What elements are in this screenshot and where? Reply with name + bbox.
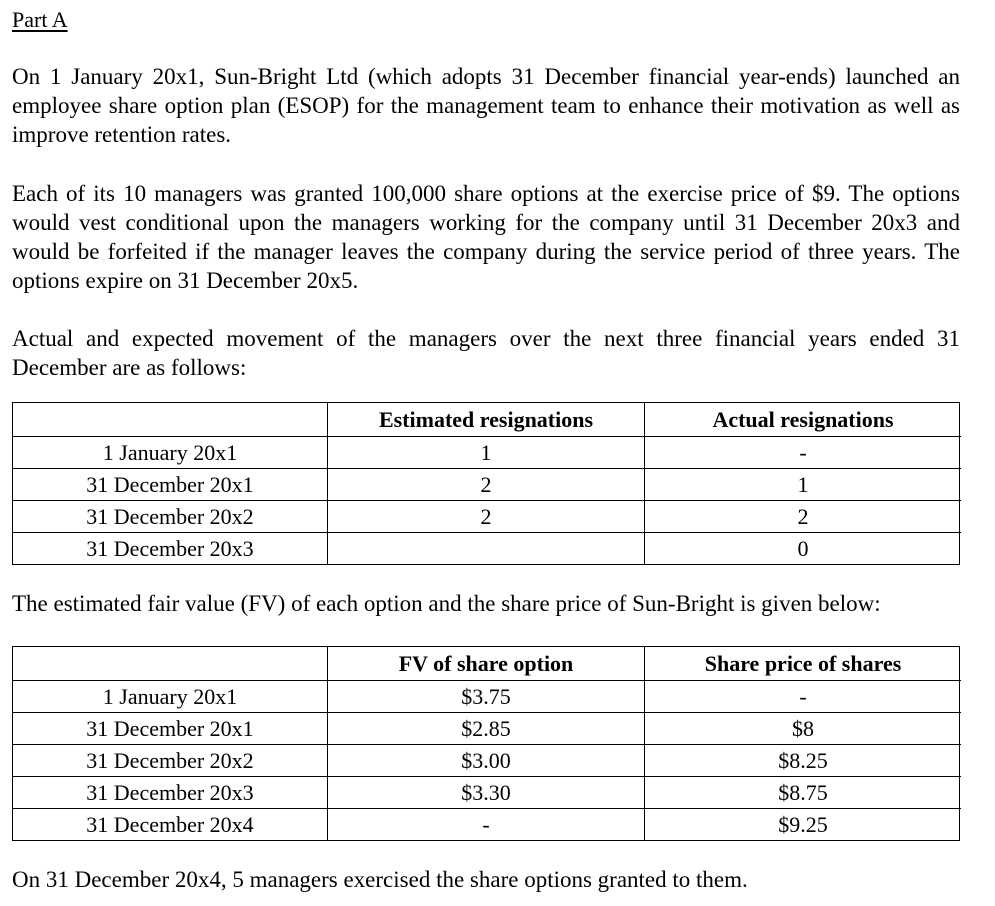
fair-value-header-option: FV of share option: [328, 647, 645, 681]
table-row: [13, 745, 961, 777]
date-cell: 31 December 20x3: [13, 533, 328, 565]
actual-cell: 0: [797, 535, 809, 561]
fair-value-table-frame: [12, 646, 960, 841]
resignations-header-date: [13, 403, 328, 437]
fair-value-header-share-price: Share price of shares: [645, 647, 962, 681]
option-fv-cell: -: [328, 809, 645, 841]
date-cell: 31 December 20x2: [13, 745, 328, 777]
table-row: [13, 469, 961, 501]
share-price-cell: $9.25: [778, 811, 828, 837]
fair-value-header-row: [13, 647, 961, 681]
share-price-cell: -: [645, 681, 962, 713]
fair-value-table: [13, 647, 961, 840]
fair-value-header-date: [13, 647, 328, 681]
resignations-header-row: [13, 403, 961, 437]
date-cell: 31 December 20x3: [13, 777, 328, 809]
actual-cell: 2: [645, 501, 962, 533]
date-cell: 31 December 20x1: [13, 713, 328, 745]
resignations-header-actual: Actual resignations: [645, 403, 962, 437]
date-cell: 1 January 20x1: [13, 437, 328, 469]
table-row: [13, 809, 961, 841]
date-cell: 31 December 20x4: [13, 809, 328, 841]
exercise-paragraph: On 31 December 20x4, 5 managers exercised the share options granted to them.: [12, 867, 748, 892]
estimated-cell: 2: [328, 469, 645, 501]
table-row: [13, 777, 961, 809]
table-row: [13, 713, 961, 745]
actual-cell: -: [645, 437, 962, 469]
date-cell: 31 December 20x2: [13, 501, 328, 533]
share-price-cell: $8.25: [645, 745, 962, 777]
movement-paragraph: Actual and expected movement of the managers over the next three financial years ended 31 December are as follows:: [12, 326, 960, 380]
date-cell: 1 January 20x1: [13, 681, 328, 713]
table-row: [13, 533, 961, 565]
table-row: [13, 437, 961, 469]
estimated-cell: 2: [328, 501, 645, 533]
estimated-cell: 1: [328, 437, 645, 469]
resignations-table-frame: [12, 402, 960, 565]
share-price-cell: $8.75: [645, 777, 962, 809]
section-heading: Part A: [12, 7, 68, 32]
resignations-table: [13, 403, 961, 564]
option-fv-cell: $3.00: [328, 745, 645, 777]
fair-value-intro-paragraph: The estimated fair value (FV) of each option and the share price of Sun-Bright is given below:: [12, 591, 881, 616]
actual-cell: 1: [645, 469, 962, 501]
grant-paragraph: Each of its 10 managers was granted 100,000 share options at the exercise price of $9. The options would vest conditional upon the managers working for the company until 31 December 20x3 and would be forfeited if the manager leaves the company during the service period of three years. The options expire on 31 December 20x5.: [12, 181, 960, 293]
table-row: [13, 501, 961, 533]
option-fv-cell: $3.30: [328, 777, 645, 809]
option-fv-cell: $2.85: [328, 713, 645, 745]
option-fv-cell: $3.75: [328, 681, 645, 713]
share-price-cell: $8: [645, 713, 962, 745]
date-cell: 31 December 20x1: [13, 469, 328, 501]
estimated-cell: [328, 533, 645, 565]
resignations-header-estimated: Estimated resignations: [328, 403, 645, 437]
intro-paragraph: On 1 January 20x1, Sun-Bright Ltd (which adopts 31 December financial year-ends) launched an employee share option plan (ESOP) for the management team to enhance their motivation as well as improve retention rates.: [12, 64, 960, 147]
table-row: [13, 681, 961, 713]
